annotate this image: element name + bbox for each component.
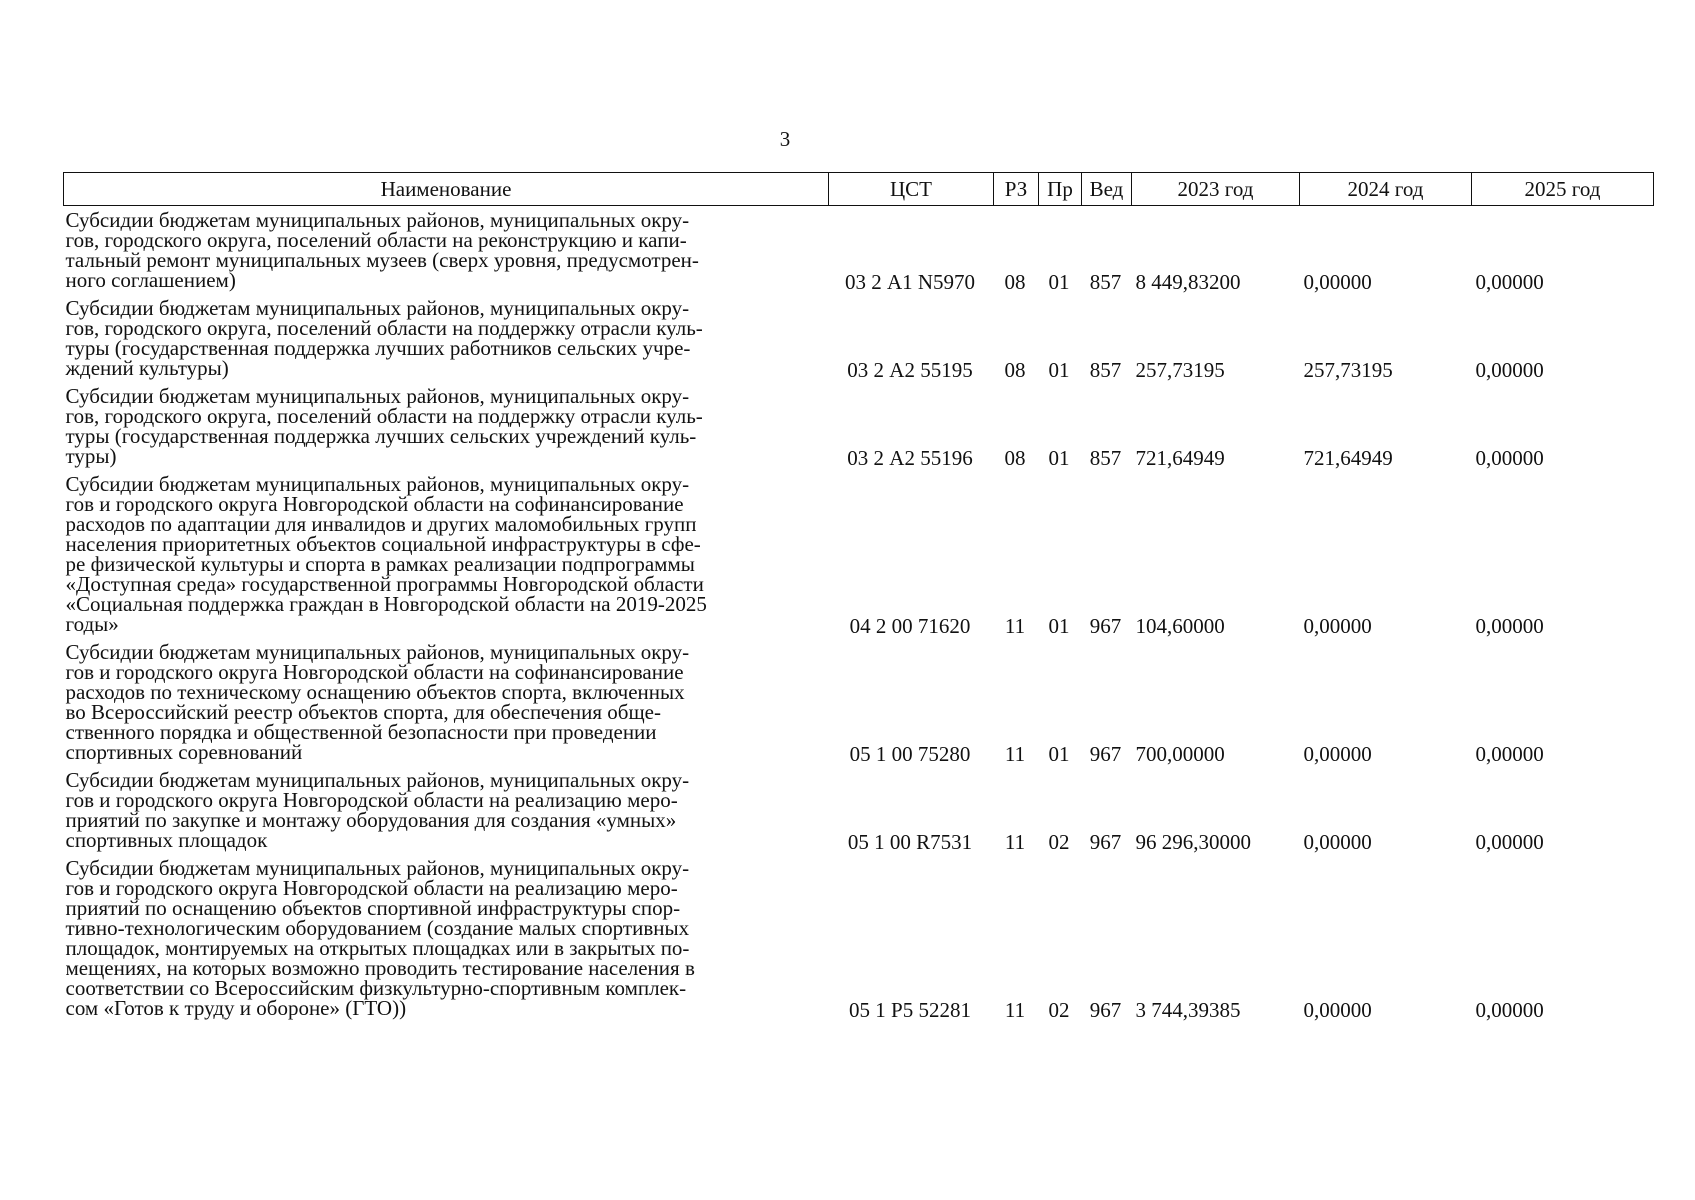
header-2024: 2024 год: [1300, 173, 1472, 206]
cell-name-line: гов, городского округа, поселений области на реконструкцию и капи-: [65, 228, 687, 252]
cell-y2023: 96 296,30000: [1135, 830, 1251, 854]
table-row: [64, 854, 1654, 1022]
cell-name-line: «Доступная среда» государственной программы Новгородской области: [65, 572, 704, 596]
cell-pr: 01: [1048, 446, 1070, 470]
header-2025: 2025 год: [1472, 173, 1654, 206]
cell-name-line: гов, городского округа, поселений области на поддержку отрасли куль-: [65, 404, 703, 428]
table-row: [64, 766, 1654, 854]
cell-pr: 01: [1048, 614, 1070, 638]
cell-name-line: Субсидии бюджетам муниципальных районов, муниципальных окру-: [65, 472, 690, 496]
cell-y2024: 721,64949: [1303, 446, 1393, 470]
cell-name-line: Субсидии бюджетам муниципальных районов, муниципальных окру-: [65, 768, 690, 792]
cell-rz: 08: [1004, 270, 1026, 294]
cell-name: [64, 206, 829, 295]
cell-name-line: Субсидии бюджетам муниципальных районов, муниципальных окру-: [65, 208, 690, 232]
cell-name: [64, 470, 829, 638]
cell-name-line: ственного порядка и общественной безопасности при проведении: [65, 720, 657, 744]
cell-y2025: 0,00000: [1475, 358, 1544, 382]
cell-y2025: 0,00000: [1475, 270, 1544, 294]
cell-pr: 01: [1048, 742, 1070, 766]
cell-ved: 857: [1089, 358, 1122, 382]
cell-name-line: гов и городского округа Новгородской области на софинансирование: [65, 660, 684, 684]
cell-name-line: Субсидии бюджетам муниципальных районов, муниципальных окру-: [65, 640, 690, 664]
cell-cst: 03 2 А2 55196: [847, 446, 973, 470]
cell-y2023: 3 744,39385: [1135, 998, 1241, 1022]
cell-rz: 11: [1004, 614, 1026, 638]
cell-name-line: спортивных соревнований: [65, 740, 303, 764]
header-rz: РЗ: [994, 173, 1039, 206]
cell-name-line: годы»: [65, 612, 119, 636]
cell-name-line: населения приоритетных объектов социальной инфраструктуры в сфе-: [65, 532, 701, 556]
cell-name-line: ного соглашением): [65, 268, 236, 292]
cell-rz: 11: [1004, 830, 1026, 854]
cell-cst: 05 1 Р5 52281: [849, 998, 971, 1022]
page-number: 3: [779, 127, 791, 151]
cell-name-line: приятий по закупке и монтажу оборудования для создания «умных»: [65, 808, 677, 832]
cell-name-line: Субсидии бюджетам муниципальных районов, муниципальных окру-: [65, 856, 690, 880]
cell-y2024: 0,00000: [1303, 614, 1372, 638]
cell-name-line: площадок, монтируемых на открытых площадках или в закрытых по-: [65, 936, 690, 960]
table-row: [64, 294, 1654, 382]
header-row: [64, 173, 1654, 206]
cell-pr: 02: [1048, 830, 1070, 854]
cell-name-line: спортивных площадок: [65, 828, 268, 852]
cell-name-line: тальный ремонт муниципальных музеев (сверх уровня, предусмотрен-: [65, 248, 699, 272]
cell-y2024: 0,00000: [1303, 742, 1372, 766]
cell-rz: 11: [1004, 998, 1026, 1022]
cell-ved: 857: [1089, 270, 1122, 294]
cell-pr: 01: [1048, 270, 1070, 294]
cell-name-line: ре физической культуры и спорта в рамках реализации подпрограммы: [65, 552, 695, 576]
cell-ved: 857: [1089, 446, 1122, 470]
cell-y2025: 0,00000: [1475, 614, 1544, 638]
cell-y2023: 721,64949: [1135, 446, 1225, 470]
cell-name-line: приятий по оснащению объектов спортивной инфраструктуры спор-: [65, 896, 681, 920]
cell-y2025: 0,00000: [1475, 742, 1544, 766]
cell-y2024: 0,00000: [1303, 270, 1372, 294]
cell-pr: 02: [1048, 998, 1070, 1022]
table-body: [64, 206, 1654, 1023]
cell-y2023: 8 449,83200: [1135, 270, 1241, 294]
cell-name-line: ждений культуры): [65, 356, 229, 380]
cell-ved: 967: [1089, 998, 1122, 1022]
cell-name: [64, 382, 829, 470]
cell-pr: 01: [1048, 358, 1070, 382]
cell-cst: 05 1 00 75280: [849, 742, 971, 766]
cell-name-line: Субсидии бюджетам муниципальных районов, муниципальных окру-: [65, 384, 690, 408]
cell-y2025: 0,00000: [1475, 830, 1544, 854]
cell-name-line: во Всероссийский реестр объектов спорта, для обеспечения обще-: [65, 700, 661, 724]
header-pr: Пр: [1039, 173, 1082, 206]
cell-rz: 11: [1004, 742, 1026, 766]
cell-name: [64, 766, 829, 854]
cell-cst: 03 2 А2 55195: [847, 358, 973, 382]
cell-name-line: расходов по адаптации для инвалидов и других маломобильных групп: [65, 512, 697, 536]
cell-rz: 08: [1004, 446, 1026, 470]
cell-y2025: 0,00000: [1475, 998, 1544, 1022]
cell-name-line: тивно-технологическим оборудованием (создание малых спортивных: [65, 916, 690, 940]
cell-name-line: расходов по техническому оснащению объектов спорта, включенных: [65, 680, 685, 704]
cell-name-line: соответствии со Всероссийским физкультурно-спортивным комплек-: [65, 976, 687, 1000]
cell-rz: 08: [1004, 358, 1026, 382]
cell-y2025: 0,00000: [1475, 446, 1544, 470]
cell-y2024: 0,00000: [1303, 998, 1372, 1022]
cell-y2024: 0,00000: [1303, 830, 1372, 854]
cell-name-line: гов, городского округа, поселений области на поддержку отрасли куль-: [65, 316, 703, 340]
cell-name-line: туры (государственная поддержка лучших работников сельских учре-: [65, 336, 691, 360]
cell-name: [64, 294, 829, 382]
cell-name-line: гов и городского округа Новгородской области на реализацию меро-: [65, 788, 678, 812]
cell-ved: 967: [1089, 742, 1122, 766]
cell-name-line: гов и городского округа Новгородской области на реализацию меро-: [65, 876, 678, 900]
cell-y2023: 104,60000: [1135, 614, 1225, 638]
cell-cst: 04 2 00 71620: [849, 614, 971, 638]
cell-cst: 05 1 00 R7531: [847, 830, 973, 854]
cell-name: [64, 854, 829, 1022]
cell-name-line: «Социальная поддержка граждан в Новгородской области на 2019-2025: [65, 592, 707, 616]
cell-y2023: 700,00000: [1135, 742, 1225, 766]
table-row: [64, 382, 1654, 470]
cell-cst: 03 2 А1 N5970: [844, 270, 976, 294]
cell-ved: 967: [1089, 614, 1122, 638]
cell-name-line: гов и городского округа Новгородской области на софинансирование: [65, 492, 684, 516]
cell-y2024: 257,73195: [1303, 358, 1393, 382]
cell-name: [64, 638, 829, 766]
header-2023: 2023 год: [1132, 173, 1300, 206]
cell-ved: 967: [1089, 830, 1122, 854]
cell-name-line: мещениях, на которых возможно проводить тестирование населения в: [65, 956, 695, 980]
header-cst: ЦСТ: [829, 173, 994, 206]
cell-y2023: 257,73195: [1135, 358, 1225, 382]
header-ved: Вед: [1082, 173, 1132, 206]
cell-name-line: сом «Готов к труду и обороне» (ГТО)): [65, 996, 407, 1020]
header-name: Наименование: [64, 173, 829, 206]
cell-name-line: туры (государственная поддержка лучших сельских учреждений куль-: [65, 424, 697, 448]
cell-name-line: Субсидии бюджетам муниципальных районов, муниципальных окру-: [65, 296, 690, 320]
budget-table: [63, 172, 1654, 1022]
table-header: [64, 173, 1654, 206]
table-row: [64, 470, 1654, 638]
table-row: [64, 638, 1654, 766]
table-row: [64, 206, 1654, 295]
cell-name-line: туры): [65, 444, 117, 468]
